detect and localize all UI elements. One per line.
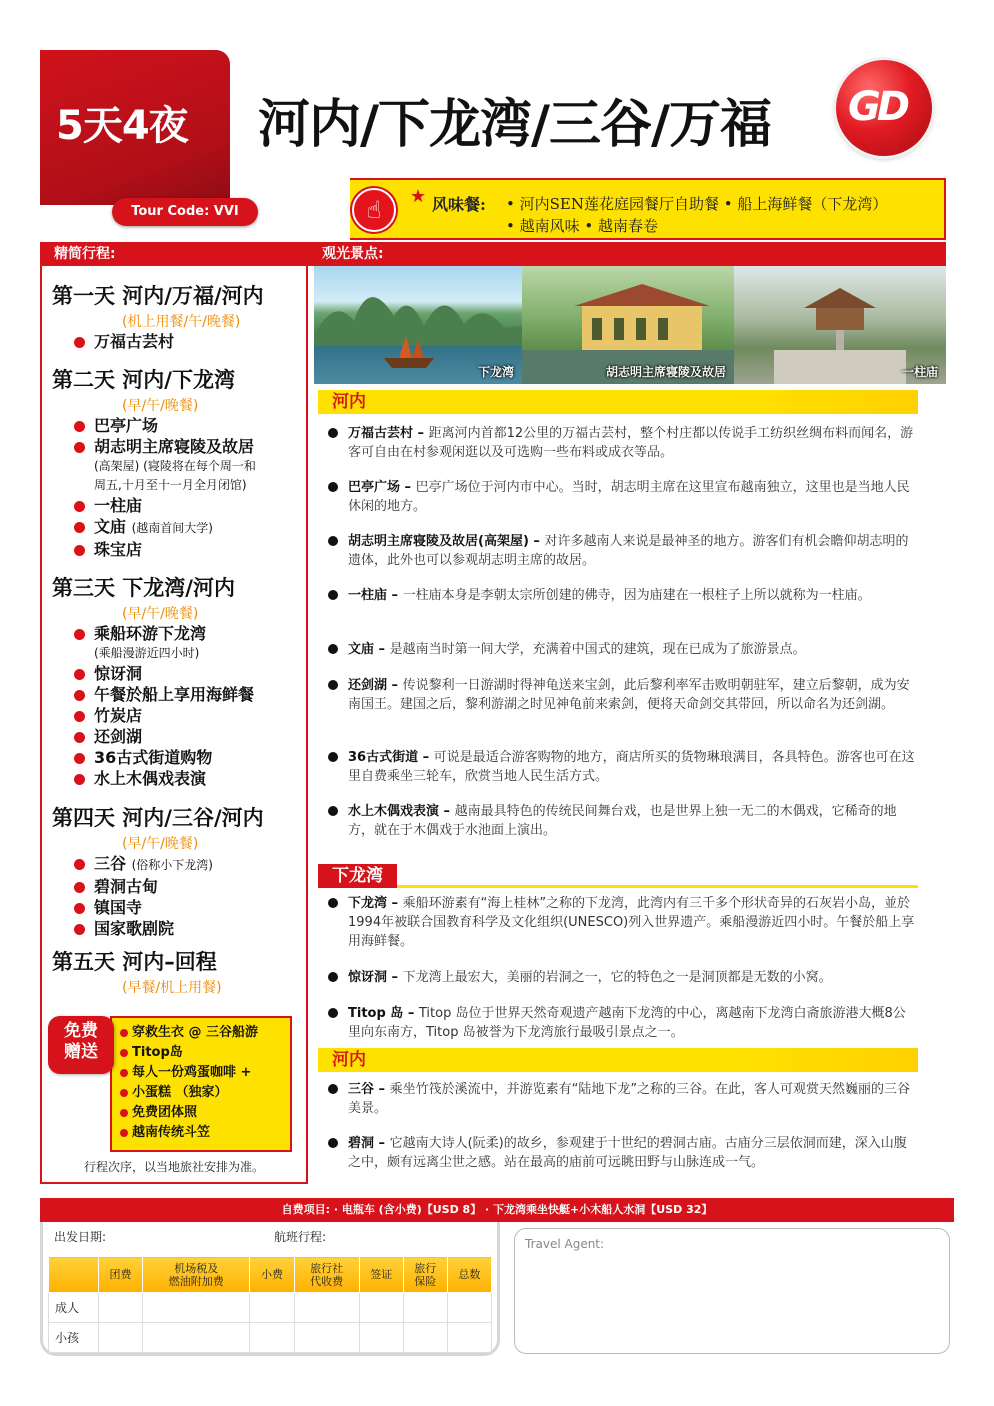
itinerary-item: 胡志明主席寝陵及故居 bbox=[52, 436, 256, 457]
sanguo-note: (俗称小下龙湾) bbox=[131, 858, 213, 872]
sight-name: 万福古芸村 bbox=[348, 426, 414, 441]
sight-name: 水上木偶戏表演 bbox=[348, 804, 440, 819]
itinerary-item: 一柱庙 bbox=[52, 495, 256, 516]
price-cell[interactable] bbox=[294, 1293, 359, 1323]
day-meal: (早餐/机上用餐) bbox=[122, 980, 222, 996]
photo-one-pillar bbox=[734, 266, 946, 384]
photo-mausoleum bbox=[522, 266, 734, 384]
sanguo-label: 三谷 bbox=[94, 854, 127, 873]
travel-agent-box[interactable] bbox=[514, 1228, 950, 1354]
price-cell[interactable] bbox=[250, 1323, 294, 1353]
price-header-row bbox=[49, 1257, 492, 1293]
free-badge bbox=[48, 1016, 114, 1074]
price-cell[interactable] bbox=[99, 1293, 143, 1323]
day-meal: (机上用餐/午/晚餐) bbox=[122, 314, 241, 330]
free-item: 穿救生衣 @ 三谷船游 bbox=[112, 1023, 290, 1043]
food-line-2: • 越南风味 • 越南春卷 bbox=[506, 217, 659, 235]
price-header: 旅行社 代收费 bbox=[294, 1257, 359, 1293]
day-2 bbox=[52, 364, 256, 560]
sight-name: 36古式街道 bbox=[348, 750, 419, 765]
table-row bbox=[49, 1323, 492, 1353]
itinerary-item: 国家歌剧院 bbox=[52, 918, 264, 939]
logo-text: GD bbox=[848, 84, 907, 130]
sight-separator: – bbox=[387, 896, 403, 911]
day-meal: (早/午/晚餐) bbox=[122, 836, 199, 852]
price-cell[interactable] bbox=[403, 1293, 447, 1323]
sight-name: 巴亭广场 bbox=[348, 480, 401, 495]
region-halong bbox=[318, 864, 918, 888]
price-header: 小费 bbox=[250, 1257, 294, 1293]
free-item: 免费团体照 bbox=[112, 1103, 290, 1123]
itinerary-item: 惊讶洞 bbox=[52, 663, 254, 684]
photo-strip bbox=[314, 266, 946, 384]
itinerary-note: 周五,十月至十一月全月闭馆) bbox=[94, 478, 247, 492]
sight-text: 乘坐竹筏於溪流中，并游览素有“陆地下龙”之称的三谷。在此，客人可观赏天然巍丽的三谷美景。 bbox=[348, 1082, 911, 1116]
day-title: 第二天 河内/下龙湾 bbox=[52, 368, 235, 392]
day-4 bbox=[52, 802, 264, 939]
star-icon: ★ bbox=[410, 186, 427, 207]
sight-name: 碧洞 bbox=[348, 1136, 375, 1151]
food-line-1: • 河内SEN莲花庭园餐厅自助餐 • 船上海鲜餐（下龙湾） bbox=[506, 195, 888, 213]
price-cell[interactable] bbox=[447, 1323, 491, 1353]
day-title: 第一天 河内/万福/河内 bbox=[52, 284, 264, 308]
sight-name: Titop 岛 bbox=[348, 1006, 404, 1021]
day-meal: (早/午/晚餐) bbox=[122, 606, 199, 622]
itinerary-item: 万福古芸村 bbox=[52, 331, 264, 352]
itinerary-item: 36古式街道购物 bbox=[52, 747, 254, 768]
sight-description bbox=[326, 802, 918, 840]
day-title: 第四天 河内/三谷/河内 bbox=[52, 806, 264, 830]
travel-agent-label: Travel Agent: bbox=[525, 1237, 605, 1251]
sight-text: 乘船环游素有“海上桂林”之称的下龙湾，此湾内有三千多个形状奇异的石灰岩小岛，並於1994年被联合国教育科学及文化组织(UNESCO)列入世界遗产。乘船漫游近四小时。午餐於船上享用海鲜餐。 bbox=[348, 896, 915, 949]
optional-items-bar: 自费项目: · 电瓶车 (含小费)【USD 8】 · 下龙湾乘坐快艇+小木船人水洞【USD 32】 bbox=[40, 1198, 954, 1222]
day-3 bbox=[52, 572, 254, 789]
sight-text: 越南最具特色的传统民间舞台戏，也是世界上独一无二的木偶戏，它稀奇的地方，就在于木偶戏于水池面上演出。 bbox=[348, 804, 897, 838]
itinerary-item: 水上木偶戏表演 bbox=[52, 768, 254, 789]
day-1 bbox=[52, 280, 264, 352]
itinerary-item: 乘船环游下龙湾 bbox=[52, 623, 254, 644]
flight-label: 航班行程: bbox=[274, 1230, 327, 1244]
region-label: 河内 bbox=[318, 1048, 380, 1072]
itinerary-item: 镇国寺 bbox=[52, 897, 264, 918]
sights-header: 观光景点: bbox=[308, 242, 946, 266]
sight-description bbox=[326, 1004, 918, 1042]
photo-halong bbox=[314, 266, 522, 384]
sight-description bbox=[326, 676, 918, 714]
sight-name: 惊讶洞 bbox=[348, 970, 388, 985]
sight-name: 一柱庙 bbox=[348, 588, 388, 603]
price-cell[interactable] bbox=[359, 1293, 403, 1323]
sight-description bbox=[326, 968, 918, 987]
sight-description bbox=[326, 532, 918, 570]
sight-separator: – bbox=[413, 426, 429, 441]
itinerary-item: 竹炭店 bbox=[52, 705, 254, 726]
gd-logo bbox=[836, 60, 932, 156]
free-item: 每人一份鸡蛋咖啡 + bbox=[112, 1063, 290, 1083]
sight-text: 对许多越南人来说是最神圣的地方。游客们有机会瞻仰胡志明的遗体，此外也可以参观胡志明主席的故居。 bbox=[348, 534, 909, 568]
price-header: 总数 bbox=[447, 1257, 491, 1293]
row-label: 小孩 bbox=[49, 1323, 99, 1353]
photo-caption: 下龙湾 bbox=[477, 365, 514, 379]
sight-description bbox=[326, 748, 918, 786]
sight-description bbox=[326, 478, 918, 516]
sight-text: 下龙湾上最宏大，美丽的岩洞之一，它的特色之一是洞顶都是无数的小窝。 bbox=[402, 970, 832, 985]
itinerary-item: 珠宝店 bbox=[52, 539, 256, 560]
duration-text: 5天4夜 bbox=[56, 103, 188, 149]
price-cell[interactable] bbox=[99, 1323, 143, 1353]
photo-caption: 一柱庙 bbox=[901, 365, 938, 379]
itinerary-item bbox=[52, 853, 264, 876]
region-label: 河内 bbox=[318, 390, 380, 414]
sight-name: 下龙湾 bbox=[348, 896, 388, 911]
departure-date-label: 出发日期: bbox=[54, 1230, 107, 1244]
photo-caption: 胡志明主席寝陵及故居 bbox=[605, 365, 726, 379]
price-cell[interactable] bbox=[447, 1293, 491, 1323]
temple-label: 文庙 bbox=[94, 517, 127, 536]
sight-text: 传说黎利一日游湖时得神龟送来宝剑，此后黎利率军击败明朝驻军，建立后黎朝，成为安南国王。建国之后，黎利游湖之时见神龟前来索剑，便将天命剑交其带回，所以命名为还剑湖。 bbox=[348, 678, 910, 712]
itinerary-note: (高架屋) (寝陵将在每个周一和 bbox=[94, 459, 256, 473]
itinerary-item bbox=[52, 516, 256, 539]
day-5 bbox=[52, 946, 222, 997]
sight-separator: – bbox=[374, 642, 390, 657]
food-label: 风味餐: bbox=[432, 195, 486, 214]
price-cell[interactable] bbox=[403, 1323, 447, 1353]
sight-separator: – bbox=[439, 804, 455, 819]
price-header: 旅行 保险 bbox=[403, 1257, 447, 1293]
free-item: Titop岛 bbox=[112, 1043, 290, 1063]
free-item-cont: 小蛋糕 （独家） bbox=[112, 1083, 290, 1103]
sight-text: 距离河内首都12公里的万福古芸村，整个村庄都以传说手工纺织丝绸布料而闻名，游客可自由在村参观闲逛以及可选购一些布料或成衣等品。 bbox=[348, 426, 914, 460]
sight-separator: – bbox=[374, 1082, 390, 1097]
sight-text: 一柱庙本身是李朝太宗所创建的佛寺，因为庙建在一根柱子上所以就称为一柱庙。 bbox=[402, 588, 871, 603]
itinerary-note: (乘船漫游近四小时) bbox=[94, 646, 200, 660]
day-title: 第三天 下龙湾/河内 bbox=[52, 576, 235, 600]
sight-description bbox=[326, 894, 918, 951]
sight-description bbox=[326, 1134, 918, 1172]
sight-separator: – bbox=[418, 750, 434, 765]
region-label: 下龙湾 bbox=[318, 864, 397, 888]
row-label: 成人 bbox=[49, 1293, 99, 1323]
temple-note: (越南首间大学) bbox=[131, 521, 213, 535]
price-cell[interactable] bbox=[250, 1293, 294, 1323]
free-item: 越南传统斗笠 bbox=[112, 1123, 290, 1143]
region-hanoi bbox=[318, 390, 918, 414]
day-meal: (早/午/晚餐) bbox=[122, 398, 199, 414]
sight-separator: – bbox=[400, 480, 416, 495]
price-header: 团费 bbox=[99, 1257, 143, 1293]
price-cell[interactable] bbox=[143, 1293, 250, 1323]
sight-text: 巴亭广场位于河内市中心。当时，胡志明主席在这里宣布越南独立，这里也是当地人民休闲的地方。 bbox=[348, 480, 910, 514]
free-gifts-box bbox=[110, 1016, 292, 1152]
price-header bbox=[49, 1257, 99, 1293]
price-header: 机场税及 燃油附加费 bbox=[143, 1257, 250, 1293]
sight-description bbox=[326, 424, 918, 462]
itinerary-item: 午餐於船上享用海鲜餐 bbox=[52, 684, 254, 705]
itinerary-header: 精简行程: bbox=[40, 242, 308, 266]
free-badge-line1: 免费 bbox=[64, 1021, 98, 1041]
thumbs-up-icon: ☝ bbox=[352, 188, 396, 232]
sight-separator: – bbox=[387, 970, 403, 985]
sight-description bbox=[326, 586, 918, 605]
sight-description bbox=[326, 1080, 918, 1118]
price-cell[interactable] bbox=[143, 1323, 250, 1353]
sight-separator: – bbox=[374, 1136, 390, 1151]
price-header: 签证 bbox=[359, 1257, 403, 1293]
itinerary-disclaimer: 行程次序，以当地旅社安排为准。 bbox=[83, 1160, 264, 1174]
itinerary-item: 还剑湖 bbox=[52, 726, 254, 747]
duration-banner bbox=[40, 50, 230, 205]
page-title: 河内/下龙湾/三谷/万福 bbox=[258, 95, 771, 155]
itinerary-item: 巴亭广场 bbox=[52, 415, 256, 436]
sight-separator: – bbox=[387, 678, 403, 693]
sight-text: 可说是最适合游客购物的地方，商店所买的货物琳琅满目，各具特色。游客也可在这里自费乘坐三轮车，欣赏当地人民生活方式。 bbox=[348, 750, 915, 784]
sight-text: 它越南大诗人(阮柔)的故乡，参观建于十世纪的碧洞古庙。古庙分三层依洞而建，深入山腹之中，颇有远离尘世之感。站在最高的庙前可远眺田野与山脉连成一气。 bbox=[348, 1136, 907, 1170]
day-title: 第五天 河内–回程 bbox=[52, 950, 217, 974]
sight-description bbox=[326, 640, 918, 659]
sight-name: 三谷 bbox=[348, 1082, 375, 1097]
sight-name: 还剑湖 bbox=[348, 678, 388, 693]
sight-separator: – bbox=[403, 1006, 419, 1021]
sight-name: 文庙 bbox=[348, 642, 375, 657]
region-hanoi-2 bbox=[318, 1048, 918, 1072]
price-cell[interactable] bbox=[294, 1323, 359, 1353]
sight-separator: – bbox=[387, 588, 403, 603]
free-badge-line2: 赠送 bbox=[64, 1042, 98, 1062]
sight-text: 是越南当时第一间大学，充满着中国式的建筑，现在已成为了旅游景点。 bbox=[389, 642, 806, 657]
sight-name: 胡志明主席寝陵及故居(高架屋) bbox=[348, 534, 529, 549]
price-cell[interactable] bbox=[359, 1323, 403, 1353]
sight-text: Titop 岛位于世界天然奇观遗产越南下龙湾的中心，离越南下龙湾白斋旅游港大概8公里向东南方，Titop 岛被誉为下龙湾旅行最吸引景点之一。 bbox=[348, 1006, 906, 1040]
itinerary-item: 碧洞古甸 bbox=[52, 876, 264, 897]
table-row bbox=[49, 1293, 492, 1323]
sight-separator: – bbox=[528, 534, 545, 549]
tour-code-badge: Tour Code: VVI bbox=[112, 198, 258, 226]
price-table bbox=[48, 1256, 492, 1353]
